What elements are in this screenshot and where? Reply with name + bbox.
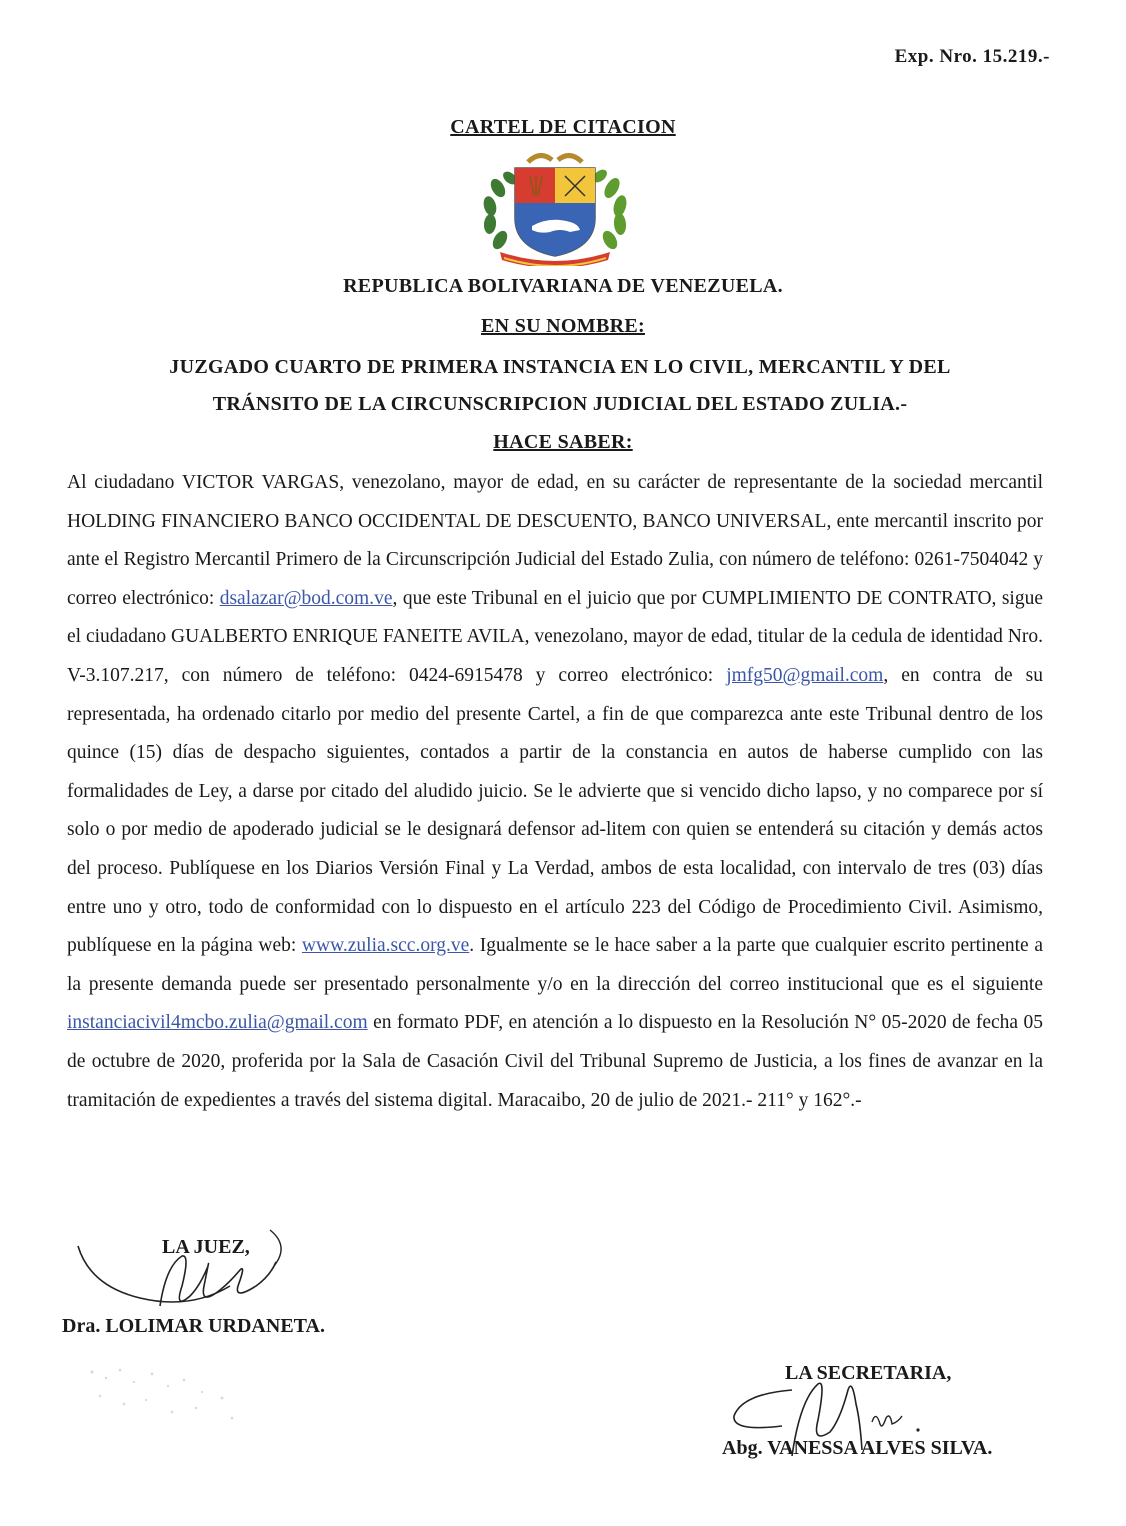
body-text-part3: , en contra de su representada, ha ordenado citarlo por medio del presente Cartel, a fin de que comparezca ante este Tribunal dentro de los quince (15) días de despacho siguientes, contados a partir de la constancia en autos de haberse cumplido con las formalidades de Ley, a darse por citado del aludido juicio. Se le advierte que si vencido dicho lapso, y no comparece por sí solo o por medio de apoderado judicial se le designará defensor ad-litem con quien se entenderá su citación y demás actos del proceso. Publíquese en los Diarios Versión Final y La Verdad, ambos de esta localidad, con intervalo de tres (03) días entre uno y otro, todo de conformidad con lo dispuesto en el artículo 223 del Código de Procedimiento Civil. Asimismo, publíquese en la página web: <box>67 664 1044 957</box>
body-text-part4: . Igualmente se le hace saber a la parte que cualquier escrito pertinente a la presente demanda puede ser presentado personalmente y/o en la dirección del correo institucional que es el siguiente <box>67 935 1043 995</box>
body-paragraph <box>67 464 1043 1120</box>
email-link-institucional[interactable]: instanciacivil4mcbo.zulia@gmail.com <box>67 1012 368 1034</box>
faded-stamp-icon <box>72 1352 262 1432</box>
body-text-part2: , que este Tribunal en el juicio que por CUMPLIMIENTO DE CONTRATO, sigue el ciudadano GUALBERTO ENRIQUE FANEITE AVILA, venezolano, mayor de edad, titular de la cedula de identidad Nro. V-3.107.217, con número de teléfono: 0424-6915478 y correo electrónico: <box>67 587 1043 686</box>
document-title: CARTEL DE CITACION <box>450 116 676 138</box>
venezuela-coat-of-arms-icon <box>470 148 640 266</box>
body-text-part1: Al ciudadano VICTOR VARGAS, venezolano, mayor de edad, en su carácter de representante de la sociedad mercantil HOLDING FINANCIERO BANCO OCCIDENTAL DE DESCUENTO, BANCO UNIVERSAL, ente mercantil inscrito por ante el Registro Mercantil Primero de la Circunscripción Judicial del Estado Zulia, con número de teléfono: 0261-7504042 y correo electrónico: <box>67 472 1043 609</box>
juez-label: LA JUEZ, <box>162 1236 250 1258</box>
secretaria-label: LA SECRETARIA, <box>785 1362 952 1384</box>
secretaria-name: Abg. VANESSA ALVES SILVA. <box>722 1437 993 1459</box>
expediente-number: Exp. Nro. 15.219.- <box>894 46 1050 67</box>
juez-name: Dra. LOLIMAR URDANETA. <box>62 1315 325 1337</box>
heading-en-su-nombre: EN SU NOMBRE: <box>481 315 645 337</box>
heading-hace-saber: HACE SABER: <box>493 431 633 453</box>
heading-juzgado-line1: JUZGADO CUARTO DE PRIMERA INSTANCIA EN LO CIVIL, MERCANTIL Y DEL <box>169 356 951 378</box>
heading-republica: REPUBLICA BOLIVARIANA DE VENEZUELA. <box>343 275 783 297</box>
body-text-part5: en formato PDF, en atención a lo dispuesto en la Resolución N° 05-2020 de fecha 05 de octubre de 2020, proferida por la Sala de Casación Civil del Tribunal Supremo de Justicia, a los fines de avanzar en la tramitación de expedientes a través del sistema digital. Maracaibo, 20 de julio de 2021.- 211° y 162°.- <box>67 1012 1043 1111</box>
email-link-dsalazar[interactable]: dsalazar@bod.com.ve <box>219 587 393 609</box>
email-link-jmfg50[interactable]: jmfg50@gmail.com <box>726 664 884 686</box>
website-link[interactable]: www.zulia.scc.org.ve <box>301 935 470 957</box>
heading-juzgado-line2: TRÁNSITO DE LA CIRCUNSCRIPCION JUDICIAL DEL ESTADO ZULIA.- <box>212 393 908 415</box>
